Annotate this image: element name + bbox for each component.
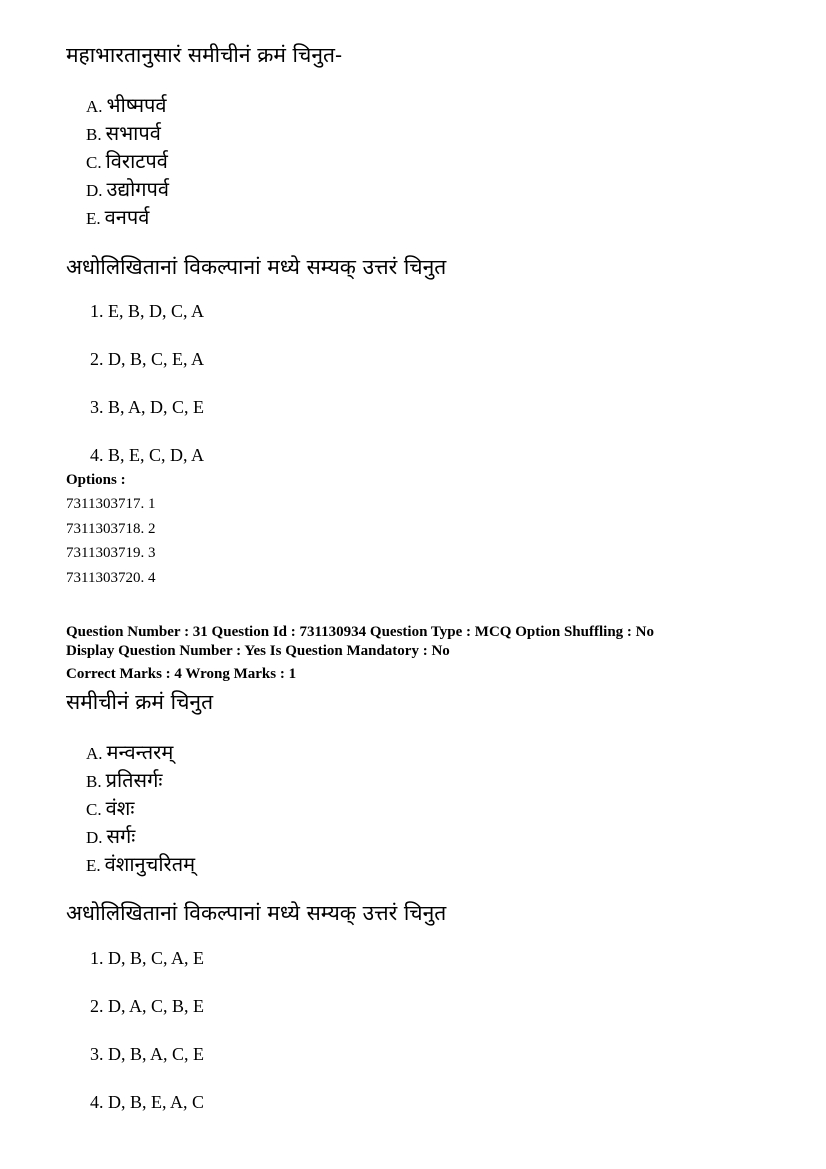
q31-item-b (86, 767, 162, 795)
q31-choice-1: 1. D, B, C, A, E (90, 948, 205, 968)
item-label: C. (86, 153, 102, 172)
item-text: वंशानुचरितम् (104, 852, 196, 876)
q30-choice-3: 3. B, A, D, C, E (90, 397, 205, 417)
q30-instruction: अधोलिखितानां विकल्पानां मध्ये सम्यक् उत्तरं चिनुत (66, 255, 447, 279)
item-label: E. (86, 856, 101, 875)
q31-item-c (86, 795, 134, 823)
q30-choice-2: 2. D, B, C, E, A (90, 349, 205, 369)
q30-item-c (86, 148, 168, 176)
item-text: सर्गः (106, 824, 136, 848)
q31-choice-3: 3. D, B, A, C, E (90, 1044, 205, 1064)
q31-item-e (86, 851, 195, 879)
q30-question-text: महाभारतानुसारं समीचीनं क्रमं चिनुत- (66, 43, 343, 67)
item-text: प्रतिसर्गः (105, 768, 163, 792)
option-id-4: 7311303720. 4 (66, 570, 156, 586)
option-id-1: 7311303717. 1 (66, 496, 156, 512)
q30-item-e (86, 204, 149, 232)
q30-choice-4: 4. B, E, C, D, A (90, 445, 205, 465)
item-label: B. (86, 125, 102, 144)
option-id-3: 7311303719. 3 (66, 545, 156, 561)
item-label: A. (86, 744, 103, 763)
q31-item-a (86, 739, 173, 767)
q31-item-d (86, 823, 135, 851)
item-text: सभापर्व (105, 121, 161, 145)
q31-question-text: समीचीनं क्रमं चिनुत (66, 690, 214, 714)
item-text: वनपर्व (104, 205, 150, 229)
item-label: E. (86, 209, 101, 228)
item-label: C. (86, 800, 102, 819)
options-title: Options : (66, 472, 126, 488)
q31-choice-2: 2. D, A, C, B, E (90, 996, 205, 1016)
item-label: A. (86, 97, 103, 116)
item-text: विराटपर्व (105, 149, 168, 173)
item-label: D. (86, 828, 103, 847)
item-text: उद्योगपर्व (106, 177, 170, 201)
q31-meta-line-1: Question Number : 31 Question Id : 731130934 Question Type : MCQ Option Shuffling : No (66, 624, 654, 640)
item-text: भीष्मपर्व (106, 93, 167, 117)
q30-item-d (86, 176, 169, 204)
q31-instruction: अधोलिखितानां विकल्पानां मध्ये सम्यक् उत्तरं चिनुत (66, 901, 447, 925)
q31-meta-line-3: Correct Marks : 4 Wrong Marks : 1 (66, 666, 297, 682)
q31-meta-line-2: Display Question Number : Yes Is Question Mandatory : No (66, 643, 450, 659)
item-text: वंशः (105, 796, 135, 820)
q30-item-b (86, 120, 161, 148)
item-label: D. (86, 181, 103, 200)
item-label: B. (86, 772, 102, 791)
q30-item-a (86, 92, 167, 120)
option-id-2: 7311303718. 2 (66, 521, 156, 537)
q31-choice-4: 4. D, B, E, A, C (90, 1092, 205, 1112)
q30-choice-1: 1. E, B, D, C, A (90, 301, 205, 321)
item-text: मन्वन्तरम् (106, 740, 174, 764)
